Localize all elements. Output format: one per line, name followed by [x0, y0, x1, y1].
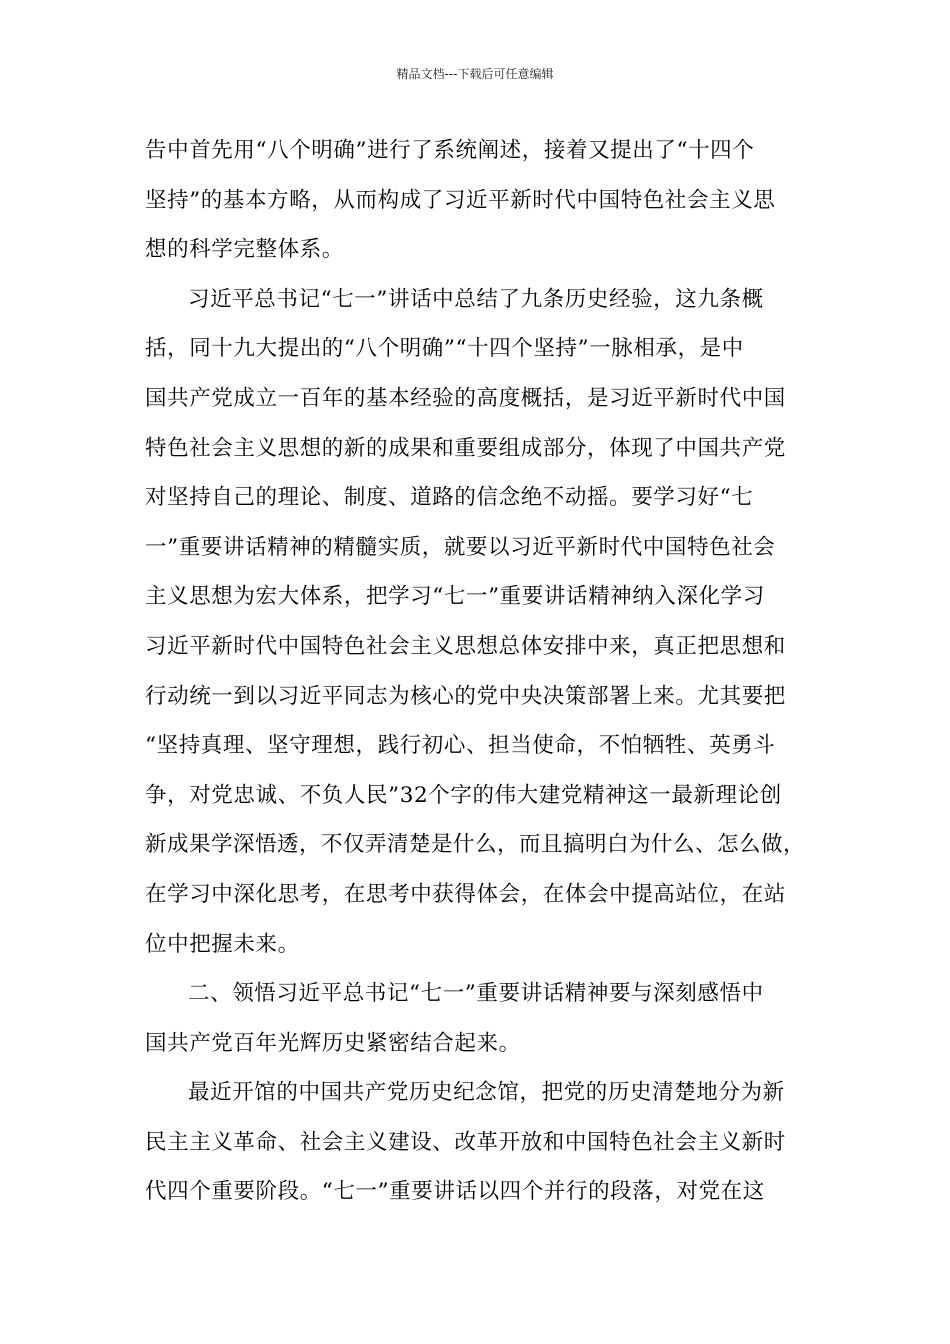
- text-line: 习近平新时代中国特色社会主义思想总体安排中来，真正把思想和: [145, 633, 786, 659]
- paragraph-4: [145, 1068, 805, 1217]
- text-line: 习近平总书记“七一”讲话中总结了九条历史经验，这九条概: [188, 286, 764, 312]
- text-line: 国共产党百年光辉历史紧密结合起来。: [145, 1030, 521, 1056]
- text-line: 二、领悟习近平总书记“七一”重要讲话精神要与深刻感悟中: [188, 981, 764, 1007]
- text-line: 代四个重要阶段。“七一”重要讲话以四个并行的段落，对党在这: [145, 1179, 765, 1205]
- text-line: 告中首先用“八个明确”进行了系统阐述，接着又提出了“十四个: [145, 138, 755, 163]
- paragraph-3: [145, 969, 805, 1068]
- paragraph-1: [145, 126, 805, 275]
- text-line: 特色社会主义思想的新的成果和重要组成部分，体现了中国共产党: [145, 435, 786, 461]
- text-line: 对坚持自己的理论、制度、道路的信念绝不动摇。要学习好“七: [145, 485, 754, 511]
- document-body: [145, 126, 805, 1217]
- text-line: 国共产党成立一百年的基本经验的高度概括，是习近平新时代中国: [145, 385, 786, 411]
- text-line: 想的科学完整体系。: [145, 237, 344, 263]
- text-line: 新成果学深悟透，不仅弄清楚是什么，而且搞明白为什么、怎么做，: [145, 832, 805, 858]
- text-line: “坚持真理、坚守理想，践行初心、担当使命，不怕牺牲、英勇斗: [145, 733, 776, 759]
- text-line: 争，对党忠诚、不负人民”32个字的伟大建党精神这一最新理论创: [145, 782, 782, 808]
- paragraph-2: [145, 275, 805, 969]
- text-line: 在学习中深化思考，在思考中获得体会，在体会中提高站位，在站: [145, 881, 786, 907]
- text-line: 民主主义革命、社会主义建设、改革开放和中国特色社会主义新时: [145, 1129, 786, 1155]
- text-line: 位中把握未来。: [145, 931, 300, 957]
- text-line: 坚持”的基本方略，从而构成了习近平新时代中国特色社会主义思: [145, 187, 776, 213]
- text-line: 主义思想为宏大体系，把学习“七一”重要讲话精神纳入深化学习: [145, 584, 765, 610]
- text-line: 行动统一到以习近平同志为核心的党中央决策部署上来。尤其要把: [145, 683, 786, 709]
- text-line: 括，同十九大提出的“八个明确”“十四个坚持”一脉相承，是中: [145, 336, 744, 362]
- page-header: 精品文档---下载后可任意编辑: [396, 67, 554, 81]
- text-line: 最近开馆的中国共产党历史纪念馆，把党的历史清楚地分为新: [188, 1080, 785, 1106]
- text-line: 一”重要讲话精神的精髓实质，就要以习近平新时代中国特色社会: [145, 534, 776, 560]
